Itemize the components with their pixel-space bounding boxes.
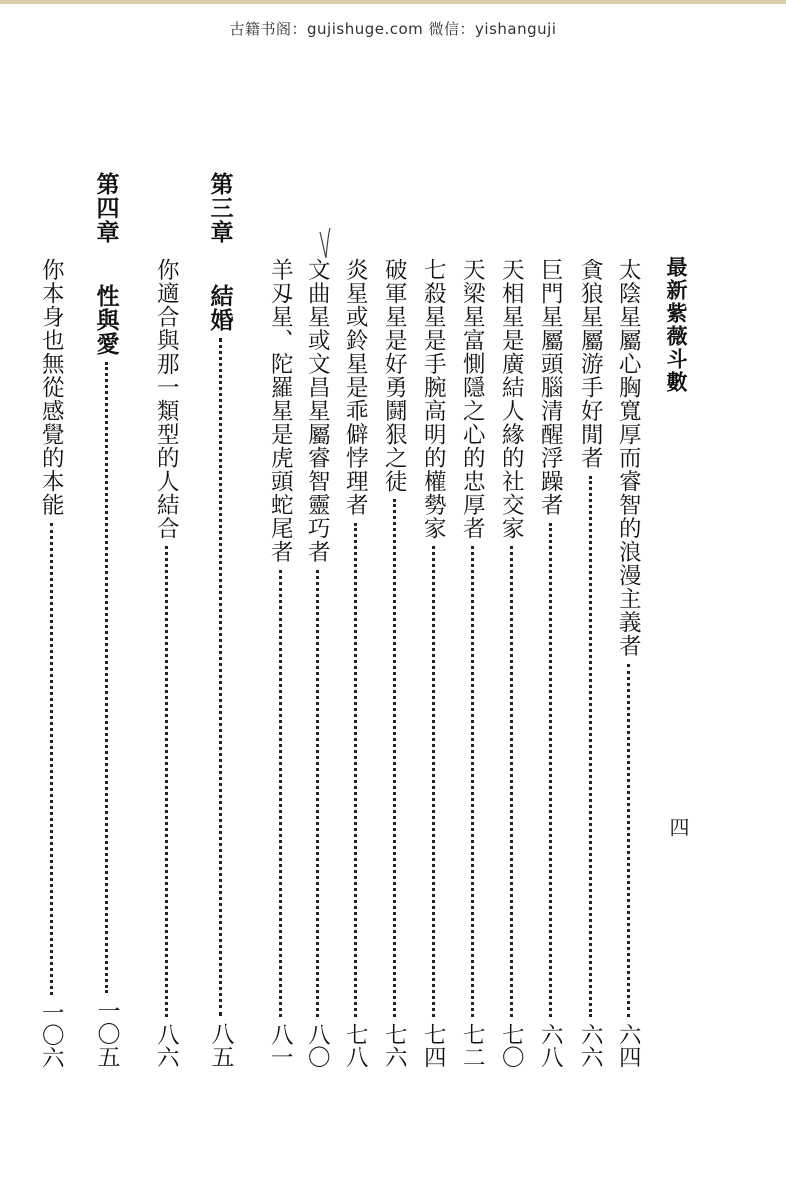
chapter-label: 第四章 (92, 172, 120, 244)
leader-dots (549, 523, 552, 1018)
entry-title: 七殺星是手腕高明的權勢家 (420, 258, 447, 540)
entry-page: 六八 (537, 1023, 564, 1068)
leader-dots (165, 546, 168, 1017)
entry-title: 天相星是廣結人緣的社交家 (498, 258, 525, 540)
toc-entry[interactable] (536, 258, 564, 1068)
leader-dots (510, 546, 513, 1017)
leader-dots (589, 476, 592, 1018)
entry-title: 你本身也無從感覺的本能 (38, 258, 65, 517)
toc-entry[interactable] (37, 258, 65, 1068)
toc-entry[interactable] (266, 258, 294, 1068)
entry-page: 七二 (459, 1023, 486, 1068)
entry-title: 貪狼星屬游手好閒者 (577, 258, 604, 470)
entry-page: 八一 (267, 1023, 294, 1068)
leader-dots (316, 570, 319, 1018)
toc-entry[interactable] (458, 258, 486, 1068)
entry-page: 七八 (342, 1023, 369, 1068)
chapter-heading (92, 172, 120, 356)
leader-dots (432, 546, 435, 1017)
leader-dots (279, 570, 282, 1018)
chapter-page: 八五 (207, 1022, 234, 1068)
pencil-mark-icon (318, 226, 332, 260)
toc-entry[interactable] (576, 258, 604, 1068)
toc-chapter-4[interactable] (92, 172, 120, 1068)
entry-page: 一〇六 (38, 1000, 65, 1068)
entry-title: 羊刄星、陀羅星是虎頭蛇尾者 (267, 258, 294, 564)
leader-dots (219, 338, 222, 1016)
entry-title: 太陰星屬心胸寬厚而睿智的浪漫主義者 (615, 258, 642, 658)
toc-entry[interactable] (303, 258, 331, 1068)
leader-dots (471, 546, 474, 1017)
entry-title: 炎星或鈴星是乖僻悖理者 (342, 258, 369, 517)
chapter-label: 第三章 (206, 172, 234, 244)
chapter-title: 結婚 (206, 284, 234, 332)
toc-entry[interactable] (497, 258, 525, 1068)
leader-dots (50, 523, 53, 995)
entry-page: 七六 (381, 1023, 408, 1068)
entry-page: 七〇 (498, 1023, 525, 1068)
entry-title: 破軍星是好勇鬪狠之徒 (381, 258, 408, 493)
chapter-page: 一〇五 (93, 999, 120, 1068)
toc-entry[interactable] (341, 258, 369, 1068)
leader-dots (105, 362, 108, 993)
toc-chapter-3[interactable] (206, 172, 234, 1068)
entry-title: 巨門星屬頭腦清醒浮躁者 (537, 258, 564, 517)
leader-dots (354, 523, 357, 1018)
entry-page: 六六 (577, 1023, 604, 1068)
entry-page: 八六 (153, 1023, 180, 1068)
toc-entry[interactable] (380, 258, 408, 1068)
entry-title: 你適合與那一類型的人結合 (153, 258, 180, 540)
entry-page: 八〇 (304, 1023, 331, 1068)
page-number: 四 (666, 817, 690, 837)
entry-title: 天梁星富惻隱之心的忠厚者 (459, 258, 486, 540)
chapter-title: 性與愛 (92, 284, 120, 356)
entry-page: 七四 (420, 1023, 447, 1068)
toc-entry[interactable] (614, 258, 642, 1068)
leader-dots (393, 499, 396, 1017)
top-border (0, 0, 786, 4)
entry-page: 六四 (615, 1023, 642, 1068)
toc-entry[interactable] (152, 258, 180, 1068)
leader-dots (627, 664, 630, 1018)
watermark-text: 古籍书阁：gujishuge.com 微信：yishanguji (229, 20, 557, 38)
chapter-heading (206, 172, 234, 332)
toc-entry[interactable] (419, 258, 447, 1068)
entry-title: 文曲星或文昌星屬睿智靈巧者 (304, 258, 331, 564)
book-title: 最新紫薇斗數 (664, 256, 689, 394)
